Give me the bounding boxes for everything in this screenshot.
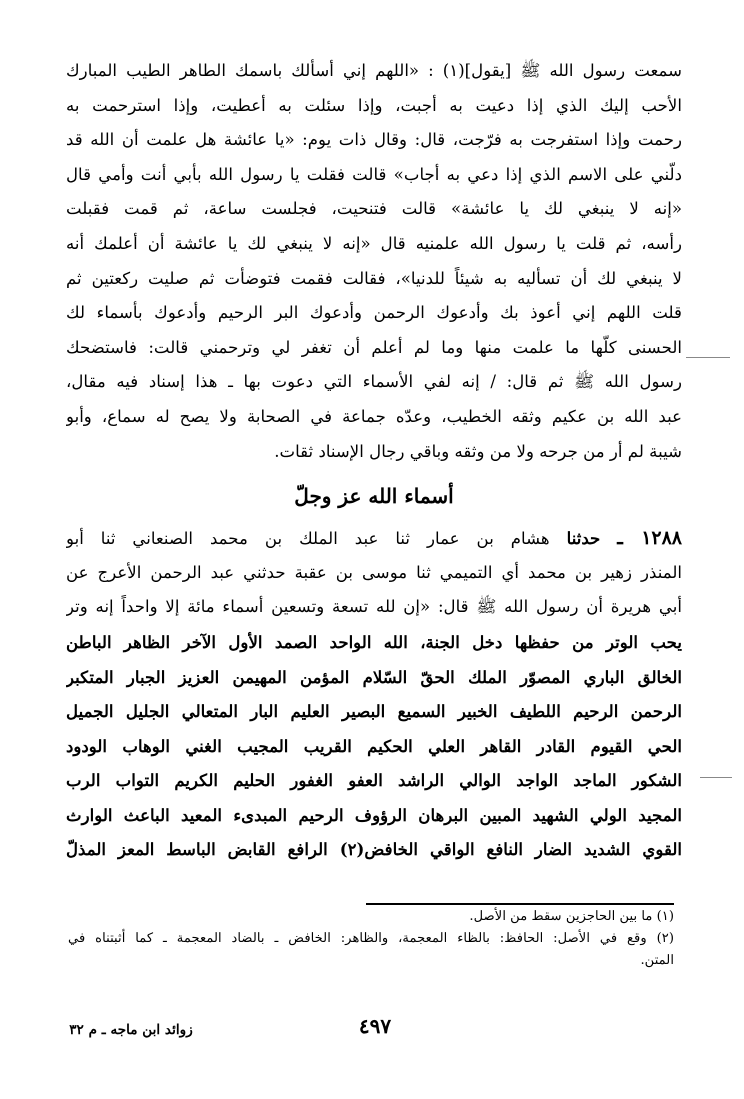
body-line: الحسنى كلّها ما علمت منها وما لم أعلم أن تغفر لي وترحمني قالت: فاستضحك bbox=[66, 337, 682, 357]
footnote-line: المتن. bbox=[640, 953, 674, 968]
footnote-separator bbox=[366, 903, 674, 905]
body-line: رأسه، ثم قلت يا رسول الله علمنيه قال «إنه لا ينبغي لك يا عائشة أن أعلمك أنه bbox=[66, 233, 682, 253]
body-line: دلّني على الاسم الذي إذا دعي به أجاب» قالت فقلت يا رسول الله بأبي أنت وأمي قال bbox=[66, 164, 682, 184]
footnote bbox=[68, 928, 674, 972]
body-line: «إنه لا ينبغي لك يا عائشة» قالت فتنحيت، فجلست ساعة، ثم قمت فقبلت bbox=[66, 199, 682, 219]
hadith-line: يحب الوتر من حفظها دخل الجنة، الله الواحد الصمد الأول الآخر الظاهر الباطن bbox=[66, 631, 682, 652]
body-text bbox=[66, 54, 682, 469]
hadith-line: المجيد الولي الشهيد المبين البرهان الرؤوف الرحيم المبدىء المعيد الباعث الوارث bbox=[66, 804, 682, 825]
hadith-line: الخالق الباري المصوّر الملك الحقّ السّلام المؤمن المهيمن العزيز الجبار المتكبر bbox=[66, 666, 682, 687]
hadith-number: ١٢٨٨ ـ bbox=[617, 527, 682, 550]
hadith-line: الشكور الماجد الواجد الوالي الراشد العفو الغفور الحليم الكريم التواب الرب bbox=[66, 770, 682, 791]
footnotes bbox=[68, 906, 674, 972]
hadith-text bbox=[66, 521, 682, 867]
body-line: الأحب إليك الذي إذا دعيت به أجبت، وإذا سئلت به أعطيت، وإذا استرحمت به bbox=[66, 95, 682, 115]
footnote bbox=[68, 906, 674, 928]
running-title: زوائد ابن ماجه ـ م ٣٢ bbox=[69, 1022, 193, 1038]
hadith-line: أبي هريرة أن رسول الله ﷺ قال: «إن لله تسعة وتسعين أسماء مائة إلا واحداً إنه وتر bbox=[66, 597, 682, 617]
body-line: سمعت رسول الله ﷺ [يقول](١) : «اللهم إني أسألك باسمك الطاهر الطيب المبارك bbox=[66, 61, 682, 80]
hadith-line: الرحمن الرحيم اللطيف الخبير السميع البصير العليم البار المتعالي الجليل الجميل bbox=[66, 701, 682, 722]
footnote-line: (٢) وقع في الأصل: الحافظ: بالظاء المعجمة، والظاهر: الخافض ـ بالضاد المعجمة ـ كما أثبتناه في bbox=[68, 931, 674, 946]
hadith-lead-word: حدثنا bbox=[566, 528, 601, 549]
body-line: رسول الله ﷺ ثم قال: / إنه لفي الأسماء التي دعوت بها ـ هذا إسناد فيه مقال، bbox=[66, 372, 682, 392]
body-line: عبد الله بن عكيم وثقه الخطيب، وعدّه جماعة في الصحابة ولا يصح له سماع، وأبو bbox=[66, 406, 682, 426]
body-line: لا ينبغي لك أن تسأليه به شيئاً للدنيا»، فقالت فقمت فتوضأت ثم صليت ركعتين ثم bbox=[66, 268, 682, 288]
hadith-first-line-rest: هشام بن عمار ثنا عبد الملك بن محمد الصنعاني ثنا أبو bbox=[66, 529, 550, 549]
hadith-first-line bbox=[66, 521, 682, 556]
hadith-line: المنذر زهير بن محمد أي التميمي ثنا موسى بن عقبة حدثني عبد الرحمن الأعرج عن bbox=[66, 562, 682, 582]
body-line: قلت اللهم إني أعوذ بك وأدعوك الرحمن وأدعوك البر الرحيم وأدعوك بأسماء لك bbox=[66, 303, 682, 323]
margin-mark bbox=[686, 357, 730, 358]
section-heading: أسماء الله عز وجلّ bbox=[294, 484, 454, 509]
body-line: رحمت وإذا استفرجت به فرّجت، قال: وقال ذات يوم: «يا عائشة هل علمت أن الله قد bbox=[66, 130, 682, 150]
footnote-line: (١) ما بين الحاجزين سقط من الأصل. bbox=[469, 909, 674, 924]
hadith-line: القوي الشديد الضار النافع الواقي الخافض(٢) الرافع القابض الباسط المعز المذلّ bbox=[66, 839, 682, 860]
page-number: ٤٩٧ bbox=[358, 1014, 392, 1038]
margin-mark bbox=[700, 777, 732, 778]
hadith-line: الحي القيوم القادر القاهر العلي الحكيم القريب المجيب الغني الوهاب الودود bbox=[66, 735, 682, 756]
body-line: شيبة لم أر من جرحه ولا من وثقه وباقي رجال الإسناد ثقات. bbox=[274, 441, 682, 461]
